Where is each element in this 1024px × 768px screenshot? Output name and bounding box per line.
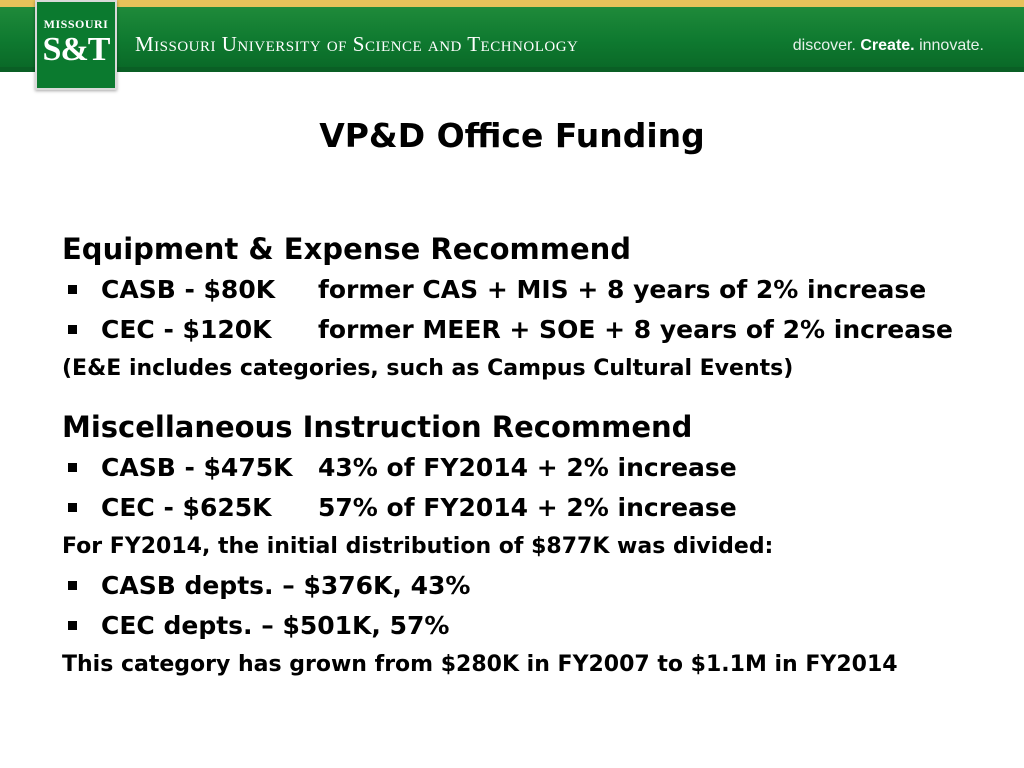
bullet-square-icon: [68, 325, 77, 334]
bullet-detail: 57% of FY2014 + 2% increase: [318, 493, 737, 522]
section-note: For FY2014, the initial distribution of $877K was divided:: [62, 534, 774, 559]
university-name: Missouri University of Science and Technology: [135, 32, 579, 56]
slide-body: [62, 228, 962, 684]
section-spacer: [62, 388, 962, 406]
bullet-item: [62, 488, 962, 528]
bullet-label: CASB - $80K: [101, 275, 276, 304]
bullet-square-icon: [68, 581, 77, 590]
header-banner: [0, 7, 1024, 67]
tagline-discover: discover.: [792, 37, 856, 54]
closing-note: This category has grown from $280K in FY2007 to $1.1M in FY2014: [62, 652, 898, 677]
bullet-detail: former MEER + SOE + 8 years of 2% increase: [318, 315, 953, 344]
bullet-square-icon: [68, 621, 77, 630]
bullet-label: CASB - $475K: [101, 453, 293, 482]
section-heading-equipment: Equipment & Expense Recommend: [62, 232, 632, 266]
logo-text-small: MISSOURI: [43, 17, 109, 31]
bullet-label: CEC - $625K: [101, 493, 272, 522]
bullet-label: CEC - $120K: [101, 315, 272, 344]
tagline-innovate: innovate.: [919, 37, 984, 54]
section-note: (E&E includes categories, such as Campus Cultural Events): [62, 356, 794, 381]
section-heading-misc-instruction: Miscellaneous Instruction Recommend: [62, 410, 693, 444]
bullet-text: CEC depts. – $501K, 57%: [101, 611, 450, 640]
tagline-create: Create.: [860, 37, 915, 54]
bullet-square-icon: [68, 463, 77, 472]
logo-text-big: S&T: [42, 31, 110, 68]
bullet-square-icon: [68, 503, 77, 512]
bullet-item: [62, 448, 962, 488]
gold-top-stripe: [0, 0, 1024, 7]
bullet-text: CASB depts. – $376K, 43%: [101, 571, 471, 600]
bullet-detail: former CAS + MIS + 8 years of 2% increase: [318, 275, 927, 304]
bullet-item: [62, 270, 962, 310]
bullet-detail: 43% of FY2014 + 2% increase: [318, 453, 737, 482]
tagline: [793, 37, 984, 55]
bullet-item: [62, 566, 962, 606]
bullet-square-icon: [68, 285, 77, 294]
university-logo: [35, 0, 117, 90]
bullet-item: [62, 310, 962, 350]
slide-title: VP&D Office Funding: [319, 116, 705, 155]
bullet-item: [62, 606, 962, 646]
banner-bottom-edge: [0, 67, 1024, 72]
